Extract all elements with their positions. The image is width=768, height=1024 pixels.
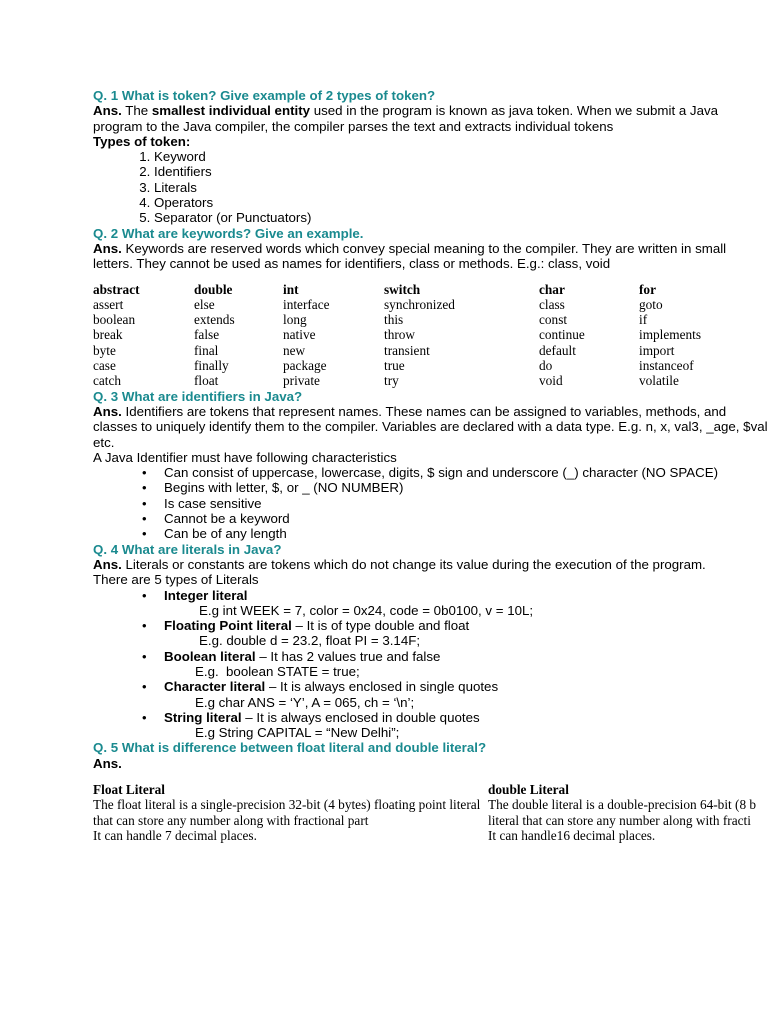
- literal-name: Character literal: [164, 679, 266, 695]
- literal-name: Floating Point literal: [164, 618, 292, 634]
- table-cell: assert: [93, 296, 124, 312]
- table-cell: int: [283, 281, 299, 297]
- list-item: 4. Operators: [154, 195, 768, 210]
- table-cell: for: [639, 281, 656, 297]
- answer-3-text: Identifiers are tokens that represent names. These names can be assigned to variables, methods, and classes to uniquely identify them to the compiler. Variables are declared with a data type. E.g. n, x, val3, _age, $val etc.: [93, 403, 768, 450]
- literal-example: E.g int WEEK = 7, color = 0x24, code = 0b0100, v = 10L;: [199, 602, 534, 618]
- literal-desc: – It has 2 values true and false: [255, 648, 441, 664]
- ans-label: Ans.: [93, 240, 122, 256]
- table-cell: private: [283, 373, 320, 389]
- table-cell: implements: [639, 327, 702, 343]
- list-item: 3. Literals: [154, 180, 768, 195]
- table-cell: native: [283, 327, 316, 343]
- literal-name: Boolean literal: [164, 648, 256, 664]
- table-cell: long: [283, 312, 307, 328]
- table-cell: break: [93, 327, 123, 343]
- literal-example: E.g. boolean STATE = true;: [195, 663, 360, 679]
- table-cell: double: [194, 281, 233, 297]
- table-cell: boolean: [93, 312, 136, 328]
- table-cell: abstract: [93, 281, 140, 297]
- ans-label: Ans.: [93, 755, 122, 771]
- double-literal-heading: double Literal: [488, 782, 569, 798]
- list-item: • Is case sensitive: [164, 496, 768, 511]
- question-5-heading: Q. 5 What is difference between float literal and double literal?: [93, 740, 487, 756]
- literal-desc: – It is of type double and float: [291, 618, 470, 634]
- list-item: [164, 588, 768, 619]
- list-item: • Begins with letter, $, or _ (NO NUMBER): [164, 480, 768, 495]
- double-literal-precision: It can handle16 decimal places.: [488, 827, 656, 843]
- ans-label: Ans.: [93, 103, 122, 119]
- table-cell: instanceof: [639, 358, 694, 374]
- identifier-characteristics-list: [93, 465, 768, 541]
- table-cell: final: [194, 342, 219, 358]
- ans-label: Ans.: [93, 403, 122, 419]
- float-literal-heading: Float Literal: [93, 782, 166, 798]
- list-item: [164, 618, 768, 649]
- literal-types-intro: There are 5 types of Literals: [93, 572, 259, 588]
- literal-example: E.g. double d = 23.2, float PI = 3.14F;: [199, 633, 421, 649]
- table-cell: catch: [93, 373, 122, 389]
- list-item: 5. Separator (or Punctuators): [154, 210, 768, 225]
- table-cell: default: [539, 342, 576, 358]
- table-row: [93, 343, 719, 358]
- table-cell: finally: [194, 358, 229, 374]
- table-cell: class: [539, 296, 565, 312]
- table-cell: synchronized: [384, 296, 455, 312]
- table-cell: false: [194, 327, 220, 343]
- table-row: [93, 373, 719, 388]
- table-cell: char: [539, 281, 565, 297]
- table-cell: import: [639, 342, 675, 358]
- table-cell: byte: [93, 342, 116, 358]
- float-literal-column: [93, 782, 488, 843]
- literal-name: String literal: [164, 709, 242, 725]
- question-3-heading: Q. 3 What are identifiers in Java?: [93, 388, 303, 404]
- answer-4-text: Literals or constants are tokens which do not change its value during the execution of the program.: [121, 556, 706, 572]
- list-item: [164, 679, 768, 710]
- list-item: • Can be of any length: [164, 526, 768, 541]
- table-cell: void: [539, 373, 563, 389]
- table-row: [93, 312, 719, 327]
- literal-name: Integer literal: [164, 587, 248, 603]
- answer-1-text-b: used in the program is known as java token. When we submit a Java program to the Java compiler, the compiler parses the text and extracts individual tokens: [93, 103, 719, 134]
- answer-1-text-a: The: [121, 103, 152, 119]
- double-literal-text-line-1: The double literal is a double-precision 64-bit (8 b: [488, 797, 757, 813]
- table-cell: new: [283, 342, 306, 358]
- table-cell: case: [93, 358, 116, 374]
- literal-types-list: [93, 588, 768, 741]
- list-item: 1. Keyword: [154, 149, 768, 164]
- list-item: • Cannot be a keyword: [164, 511, 768, 526]
- table-cell: else: [194, 296, 215, 312]
- table-cell: if: [639, 312, 648, 328]
- table-row: [93, 358, 719, 373]
- list-item: • Can consist of uppercase, lowercase, digits, $ sign and underscore (_) character (NO SPACE): [164, 465, 768, 480]
- double-literal-text-line-2: literal that can store any number along with fracti: [488, 812, 751, 828]
- literal-example: E.g char ANS = ‘Y’, A = 065, ch = ‘\n’;: [195, 694, 415, 710]
- table-cell: volatile: [639, 373, 679, 389]
- question-2-heading: Q. 2 What are keywords? Give an example.: [93, 225, 364, 241]
- table-cell: true: [384, 358, 405, 374]
- table-cell: this: [384, 312, 404, 328]
- token-types-list: [93, 149, 768, 225]
- question-4-heading: Q. 4 What are literals in Java?: [93, 541, 282, 557]
- table-cell: package: [283, 358, 327, 374]
- types-of-token-heading: Types of token:: [93, 133, 191, 149]
- list-item: [164, 710, 768, 741]
- table-cell: switch: [384, 281, 421, 297]
- float-literal-text: The float literal is a single-precision 32-bit (4 bytes) floating point literal that can store any number along with fractional part: [93, 797, 481, 828]
- answer-4: [93, 557, 768, 572]
- table-cell: try: [384, 373, 399, 389]
- answer-1-bold: smallest individual entity: [151, 103, 311, 119]
- table-row: [93, 327, 719, 342]
- ans-label: Ans.: [93, 556, 122, 572]
- table-cell: interface: [283, 296, 330, 312]
- answer-3: [93, 404, 768, 450]
- answer-2: [93, 241, 768, 272]
- answer-1: [93, 103, 768, 134]
- keywords-header-row: [93, 282, 719, 297]
- literal-example: E.g String CAPITAL = “New Delhi”;: [195, 725, 400, 741]
- table-cell: const: [539, 312, 568, 328]
- list-item: [164, 649, 768, 680]
- table-cell: continue: [539, 327, 585, 343]
- double-literal-column: [488, 782, 768, 843]
- float-double-comparison: [93, 782, 768, 843]
- table-cell: extends: [194, 312, 235, 328]
- literal-desc: – It is always enclosed in single quotes: [265, 679, 499, 695]
- table-cell: do: [539, 358, 553, 374]
- table-cell: float: [194, 373, 219, 389]
- table-row: [93, 297, 719, 312]
- table-cell: goto: [639, 296, 663, 312]
- identifier-characteristics-intro: A Java Identifier must have following characteristics: [93, 449, 397, 465]
- question-1-heading: Q. 1 What is token? Give example of 2 types of token?: [93, 88, 436, 103]
- table-cell: transient: [384, 342, 430, 358]
- literal-desc: – It is always enclosed in double quotes: [241, 709, 480, 725]
- answer-2-text: Keywords are reserved words which convey special meaning to the compiler. They are written in small letters. They cannot be used as names for identifiers, class or methods. E.g.: class, void: [93, 240, 727, 272]
- float-literal-precision: It can handle 7 decimal places.: [93, 827, 257, 843]
- list-item: 2. Identifiers: [154, 164, 768, 179]
- keywords-table: [93, 282, 719, 389]
- document-page: [93, 88, 768, 843]
- table-cell: throw: [384, 327, 416, 343]
